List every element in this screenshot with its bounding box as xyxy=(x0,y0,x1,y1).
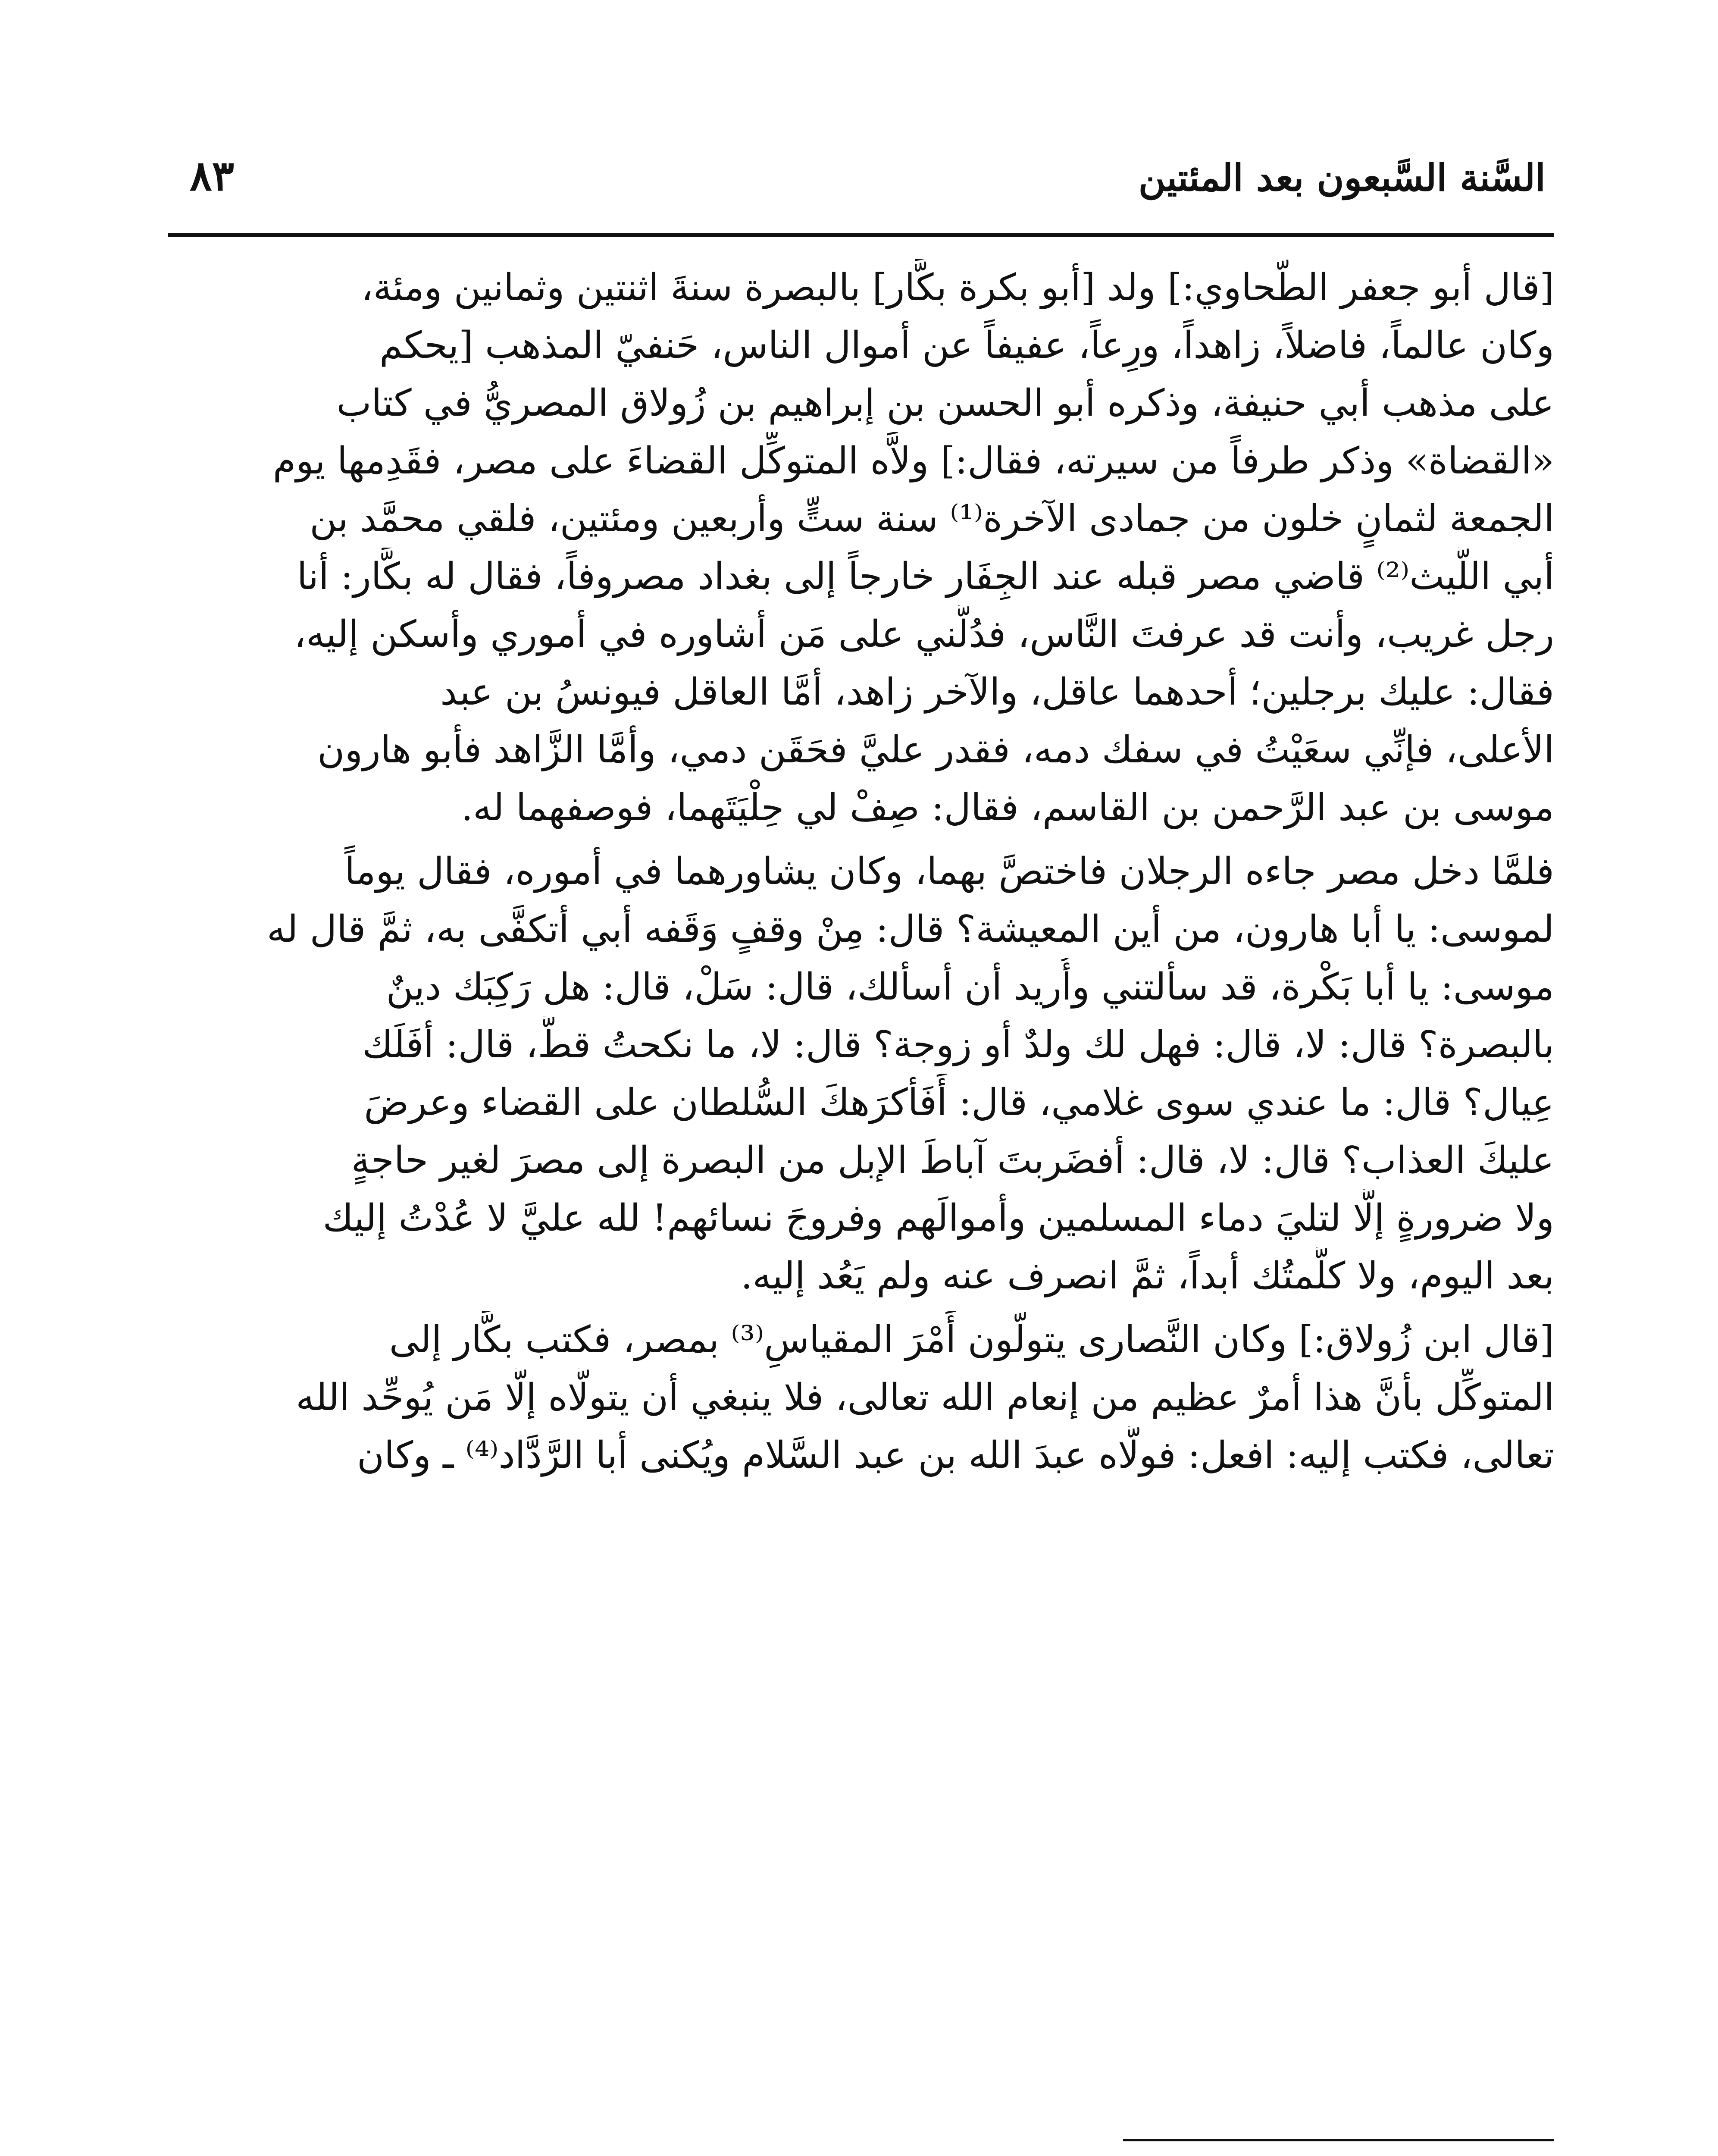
paragraph xyxy=(168,1311,1554,1484)
text-line: موسى بن عبد الرَّحمن بن القاسم، فقال: صِفْ لي حِلْيَتَهما، فوصفهما له. xyxy=(461,786,1554,829)
text-line: لموسى: يا أبا هارون، من أين المعيشة؟ قال: مِنْ وقفٍ وَقَفه أبي أتكفَّى به، ثمَّ قال له xyxy=(266,908,1554,951)
text-line: المتوكِّل بأنَّ هذا أمرٌ عظيم من إنعام الله تعالى، فلا ينبغي أن يتولَّاه إلَّا مَن يُوحِّد الله xyxy=(296,1376,1554,1419)
text-line: أبي اللَّيث⁽²⁾ قاضي مصر قبله عند الجِفَار خارجاً إلى بغداد مصروفاً، فقال له بكَّار: أنا xyxy=(297,555,1554,598)
text-line: [قال ابن زُولاق:] وكان النَّصارى يتولَّون أَمْرَ المقياسِ⁽³⁾ بمصر، فكتب بكَّار إلى xyxy=(389,1318,1554,1361)
text-line: عِيال؟ قال: ما عندي سوى غلامي، قال: أَفَأكرَهكَ السُّلطان على القضاء وعرضَ xyxy=(364,1081,1554,1124)
text-line: ولا ضرورةٍ إلَّا لتليَ دماء المسلمين وأموالَهم وفروجَ نسائهم! لله عليَّ لا عُدْتُ إليك xyxy=(322,1197,1554,1240)
text-line: بعد اليوم، ولا كلَّمتُك أبداً، ثمَّ انصرف عنه ولم يَعُد إليه. xyxy=(741,1254,1554,1297)
text-line: تعالى، فكتب إليه: افعل: فولَّاه عبدَ الله بن عبد السَّلام ويُكنى أبا الرَّدَّاد⁽⁴⁾ ـ وكان xyxy=(357,1434,1554,1477)
paragraph xyxy=(168,843,1554,1305)
text-line: على مذهب أبي حنيفة، وذكره أبو الحسن بن إبراهيم بن زُولاق المصريُّ في كتاب xyxy=(336,382,1554,425)
running-head xyxy=(172,151,1546,216)
text-line: وكان عالماً، فاضلاً، زاهداً، ورِعاً، عفيفاً عن أموال الناس، حَنفيّ المذهب [يحكم xyxy=(379,324,1554,367)
paragraph xyxy=(168,259,1554,837)
text-line: موسى: يا أبا بَكْرة، قد سألتني وأُريد أن أسألك، قال: سَلْ، قال: هل رَكِبَك دينٌ xyxy=(386,965,1554,1009)
text-line: الجمعة لثمانٍ خلون من جمادى الآخرة⁽¹⁾ سنة ستٍّ وأربعين ومئتين، فلقي محمَّد بن xyxy=(310,497,1554,540)
text-line: الأعلى، فإنِّي سعَيْتُ في سفك دمه، فقدر عليَّ فحَقَن دمي، وأمَّا الزَّاهد فأبو هارون xyxy=(317,728,1554,771)
main-text xyxy=(168,259,1554,1484)
header-rule xyxy=(168,233,1554,237)
text-line: «القضاة» وذكر طرفاً من سيرته، فقال:] ولاَّه المتوكِّل القضاءَ على مصر، فقَدِمها يوم xyxy=(272,439,1554,483)
text-line: بالبصرة؟ قال: لا، قال: فهل لك ولدٌ أو زوجة؟ قال: لا، ما نكحتُ قطُّ، قال: أفَلَك xyxy=(362,1023,1554,1066)
text-line: فلمَّا دخل مصر جاءه الرجلان فاختصَّ بهما، وكان يشاورهما في أموره، فقال يوماً xyxy=(344,850,1554,893)
page-number: ٨٣ xyxy=(190,151,235,200)
text-line: عليكَ العذاب؟ قال: لا، قال: أفضَربتَ آباطَ الإبل من البصرة إلى مصرَ لغير حاجةٍ xyxy=(351,1139,1554,1182)
text-line: [قال أبو جعفر الطَّحاوي:] ولد [أبو بكرة بكَّار] بالبصرة سنةَ اثنتين وثمانين ومئة، xyxy=(361,266,1554,309)
running-head-title: السَّنة السَّبعون بعد المئتين xyxy=(1138,156,1546,200)
footnote-separator xyxy=(1123,2139,1554,2141)
text-line: فقال: عليك برجلين؛ أحدهما عاقل، والآخر زاهد، أمَّا العاقل فيونسُ بن عبد xyxy=(440,671,1554,714)
text-line: رجل غريب، وأنت قد عرفتَ النَّاس، فدُلَّني على مَن أشاوره في أموري وأسكن إليه، xyxy=(294,613,1554,656)
